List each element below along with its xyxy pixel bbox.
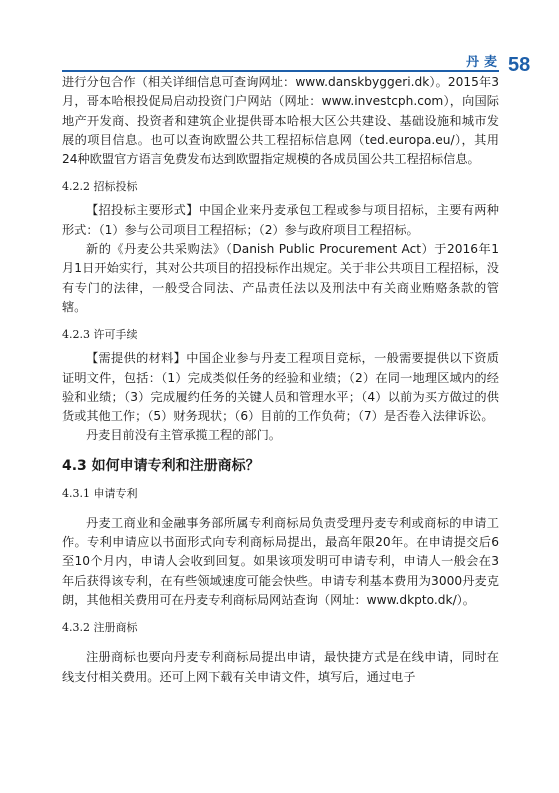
- subsection-heading: 4.2.2 招标投标: [62, 180, 138, 194]
- page-body: [62, 73, 499, 687]
- running-header-country: 丹麦: [466, 55, 503, 70]
- subsection-heading: 4.3.1 申请专利: [62, 486, 138, 500]
- paragraph: 丹麦工商业和金融事务部所属专利商标局负责受理丹麦专利或商标的申请工作。专利申请应以书面形式向专利商标局提出，最高年限20年。在申请提交后6至10个月内，申请人会收到回复。如果该项发明可申请专利，申请人一般会在3年后获得该专利，在有些领域速度可能会快些。申请专利基本费用为3000丹麦克朗，其他相关费用可在丹麦专利商标局网站查询（网址：www.dkpto.dk/）。: [62, 515, 499, 607]
- page-number: 58: [508, 54, 531, 76]
- paragraph: 【招投标主要形式】中国企业来丹麦承包工程或参与项目招标，主要有两种形式：（1）参与公司项目工程招标；（2）参与政府项目工程招标。: [62, 203, 499, 237]
- paragraph: 丹麦目前没有主管承揽工程的部门。: [86, 428, 281, 443]
- paragraph: 进行分包合作（相关详细信息可查询网址：www.danskbyggeri.dk）。2015年3月，哥本哈根投促局启动投资门户网站（网址：www.investcph.com），向国际地产开发商、投资者和建筑企业提供哥本哈根大区公共建设、基础设施和城市发展的项目信息。也可以查询欧盟公共工程招标信息网（ted.europa.eu/），其用24种欧盟官方语言免费发布达到欧盟指定规模的各成员国公共工程招标信息。: [62, 75, 499, 167]
- paragraph: 【需提供的材料】中国企业参与丹麦工程项目竞标，一般需要提供以下资质证明文件，包括：（1）完成类似任务的经验和业绩；（2）在同一地理区域内的经验和业绩；（3）完成履约任务的关键人员和管理水平；（4）以前为买方做过的供货或其他工作；（5）财务现状；（6）目前的工作负荷；（7）是否卷入法律诉讼。: [62, 351, 499, 424]
- section-heading: 4.3 如何申请专利和注册商标？: [62, 457, 260, 474]
- subsection-heading: 4.2.3 许可手续: [62, 328, 138, 342]
- subsection-heading: 4.3.2 注册商标: [62, 621, 138, 635]
- paragraph: 注册商标也要向丹麦专利商标局提出申请，最快捷方式是在线申请，同时在线支付相关费用。还可上网下载有关申请文件，填写后，通过电子: [62, 650, 499, 684]
- paragraph: 新的《丹麦公共采购法》（Danish Public Procurement Act）于2016年1月1日开始实行，其对公共项目的招投标作出规定。关于非公共项目工程招标，没有专门的法律，一般受合同法、产品责任法以及刑法中有关商业贿赂条款的管辖。: [62, 242, 499, 314]
- header-rule: [62, 70, 499, 72]
